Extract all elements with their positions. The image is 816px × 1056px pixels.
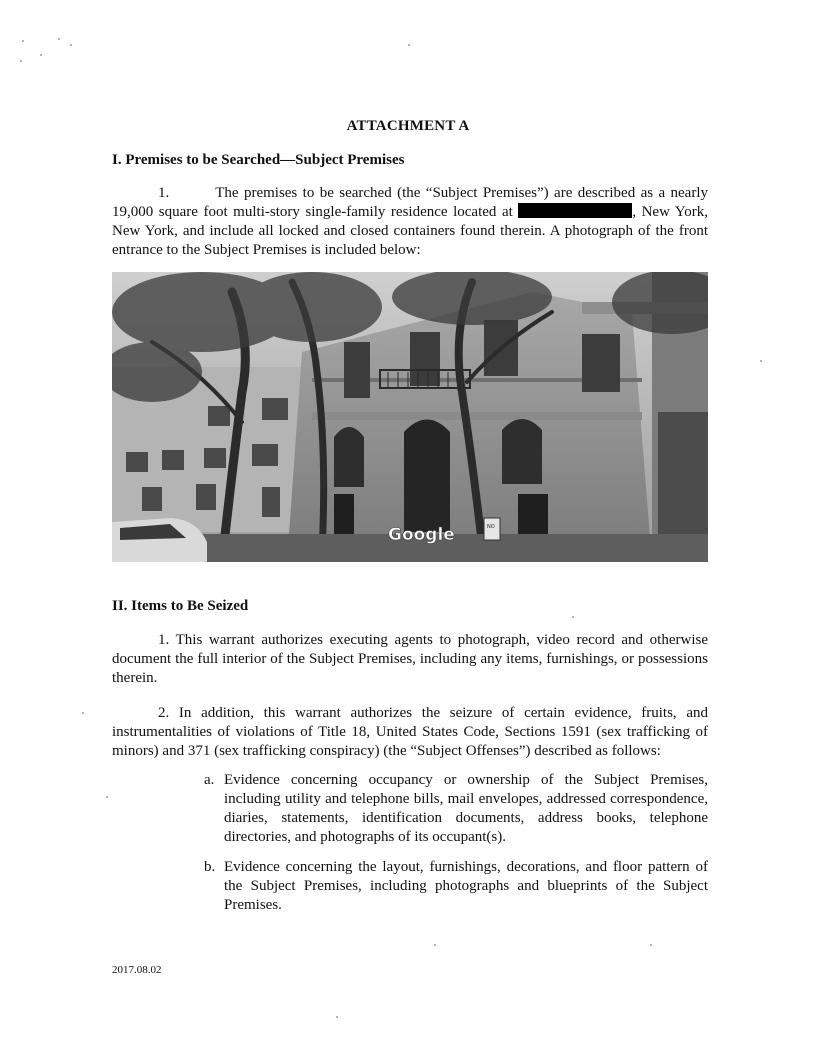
footer-code: 2017.08.02: [112, 964, 162, 976]
list-letter-b: b.: [204, 859, 216, 875]
list-letter-a: a.: [204, 772, 215, 788]
list-item-b: [204, 858, 708, 915]
section-heading-items: II. Items to Be Seized: [112, 598, 249, 614]
section-heading-premises: I. Premises to be Searched—Subject Premises: [112, 152, 405, 168]
list-item-a: [204, 771, 708, 847]
items-paragraph-2: [112, 704, 708, 761]
items-paragraph-2-text: 2. In addition, this warrant authorizes the seizure of certain evidence, fruits, and instrumentalities of violations of Title 18, United States Code, Sections 1591 (sex trafficking of minors) and 371 (sex trafficking conspiracy) (the “Subject Offenses”) described as follows:: [112, 705, 708, 759]
list-text-b: Evidence concerning the layout, furnishings, decorations, and floor pattern of the Subject Premises, including photographs and blueprints of the Subject Premises.: [224, 859, 708, 913]
items-paragraph-1: [112, 631, 708, 688]
redacted-address: [518, 203, 632, 218]
premises-photograph: [112, 272, 708, 562]
items-paragraph-1-text: 1. This warrant authorizes executing agents to photograph, video record and otherwise document the full interior of the Subject Premises, including any items, furnishings, or possessions therein.: [112, 632, 708, 686]
premises-paragraph: [112, 184, 708, 260]
paragraph-number: 1.: [158, 185, 170, 201]
sign-text: NO: [487, 524, 495, 530]
premises-description: The premises to be searched (the “Subject Premises”) are described as a nearly 19,000 square foot multi-story single-family residence located at: [112, 185, 708, 220]
attachment-title: ATTACHMENT A: [346, 118, 470, 134]
list-text-a: Evidence concerning occupancy or ownership of the Subject Premises, including utility and telephone bills, mail envelopes, addressed correspondence, diaries, statements, identification documents, address books, telephone directories, and photographs of its occupant(s).: [224, 772, 708, 845]
premises-description-continued: , New York, New York, and include all locked and closed containers found therein. A photograph of the front entrance to the Subject Premises is included below:: [112, 204, 708, 258]
google-watermark: Google: [388, 525, 455, 545]
